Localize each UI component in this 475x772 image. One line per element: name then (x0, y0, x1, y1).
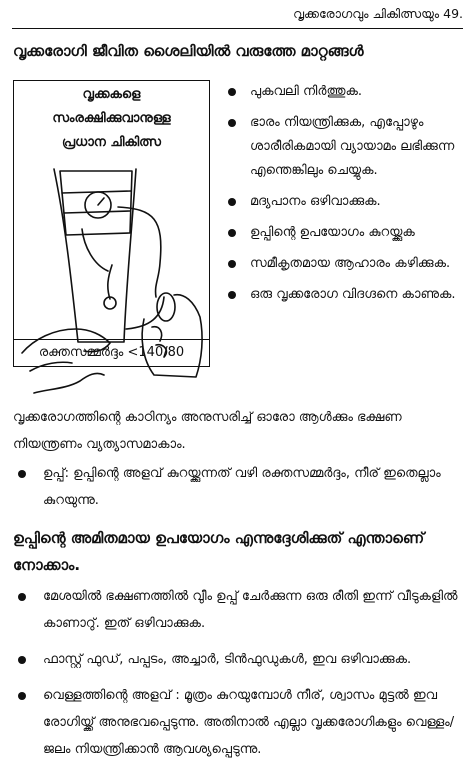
list-item-text: ഉപ്പിന്റെ ഉപയോഗം കുറയ്ക്കുക (250, 225, 415, 240)
tube-illustration (118, 207, 161, 297)
list-item (13, 460, 463, 514)
list-item (224, 221, 464, 245)
figure-title-line: വൃക്കകളെ (82, 87, 141, 102)
bullet-icon (18, 692, 26, 700)
figure-title-line: സംരക്ഷിക്കുവാനുള്ള (52, 111, 171, 126)
bullet-icon (18, 593, 26, 601)
bullet-icon (228, 260, 236, 268)
list-item (13, 583, 463, 637)
figure-title-line: പ്രധാന ചികിത്സ (62, 135, 161, 150)
section-heading: വൃക്കരോഗി ജീവിത ശൈലിയിൽ വരുത്തേ മാറ്റങ്ങൾ (13, 42, 364, 60)
bullet-icon (228, 291, 236, 299)
bullet-icon (228, 229, 236, 237)
cuff-illustration (60, 171, 132, 235)
running-header: വൃക്കരോഗവും ചികിത്സയും 49. (293, 6, 463, 21)
lifestyle-tips-list (224, 80, 464, 314)
bullet-icon (228, 88, 236, 96)
bullet-icon (18, 656, 26, 664)
pump-bulb-icon (157, 293, 175, 321)
list-item (13, 682, 463, 763)
bullet-icon (228, 198, 236, 206)
figure-title (14, 83, 209, 163)
salt-sources-list (13, 583, 463, 772)
list-item-text: ഫാസ്റ്റ് ഫുഡ്, പപ്പടം, അച്ചാർ, ടിൻഫുഡുകൾ, ഇവ ഒഴിവാക്കുക. (43, 652, 412, 667)
salt-point-list (13, 460, 463, 514)
question-heading: ഉപ്പിന്റെ അമിതമായ ഉപയോഗം എന്നുദ്ദേശിക്കുത് എന്താണെ് നോക്കാം. (13, 529, 425, 574)
figure-caption: രക്തസമ്മർദ്ദം <140/80 (14, 339, 209, 366)
bullet-icon (18, 470, 26, 478)
blood-pressure-figure (13, 80, 210, 367)
list-item (224, 252, 464, 276)
list-item (224, 190, 464, 214)
header-divider (12, 28, 463, 29)
list-item (224, 111, 464, 183)
list-item-text: ഉപ്പ്: ഉപ്പിന്റെ അളവ് കുറയ്ക്കുന്നത് വഴി രക്തസമ്മർദ്ദം, നീര് ഇതെല്ലാം കുറയുന്നു. (43, 466, 441, 508)
body-paragraph: വൃക്കരോഗത്തിന്റെ കാഠിന്യം അനുസരിച്ച് ഓരോ ആൾക്കും ഭക്ഷണ നിയന്ത്രണം വ്യത്യാസമാകാം. (13, 410, 402, 452)
bullet-icon (228, 119, 236, 127)
list-item-text: വെള്ളത്തിന്റെ അളവ് : മൂത്രം കുറയുമ്പോൾ നീര്, ശ്വാസം മുട്ടൽ ഇവ രോഗിയ്ക്ക് അനുഭവപ്പെടുന്നു. അതിനാൽ എല്ലാ വൃക്കരോഗികളും വെള്ളം/ജലം നിയന്ത്രിക്കാൻ ആവശ്യപ്പെടുന്നു. (43, 688, 455, 757)
list-item (224, 283, 464, 307)
list-item (224, 80, 464, 104)
list-item-text: സമീകൃതമായ ആഹാരം കഴിക്കുക. (250, 256, 451, 271)
blood-pressure-measurement-illustration (14, 167, 209, 417)
list-item-text: മദ്യപാനം ഒഴിവാക്കുക. (250, 194, 381, 209)
arm-illustration (54, 169, 136, 342)
list-item-text: പുകവലി നിർത്തുക. (250, 84, 362, 99)
list-item-text: മേശയിൽ ഭക്ഷണത്തിൽ വീും ഉപ്പ് ചേർക്കുന്ന ഒരു രീതി ഇന്ന് വീടുകളിൽ കാണാറു്. ഇത് ഒഴിവാക്കുക. (43, 589, 458, 631)
list-item (13, 646, 463, 673)
list-item-text: ഒരു വൃക്കരോഗ വിദഗ്ദനെ കാണുക. (250, 287, 456, 302)
list-item-text: ഭാരം നിയന്ത്രിക്കുക, എപ്പോഴും ശാരീരികമായി വ്യായാമം ലഭിക്കുന്ന എന്തെങ്കിലും ചെയ്യുക. (250, 115, 455, 178)
